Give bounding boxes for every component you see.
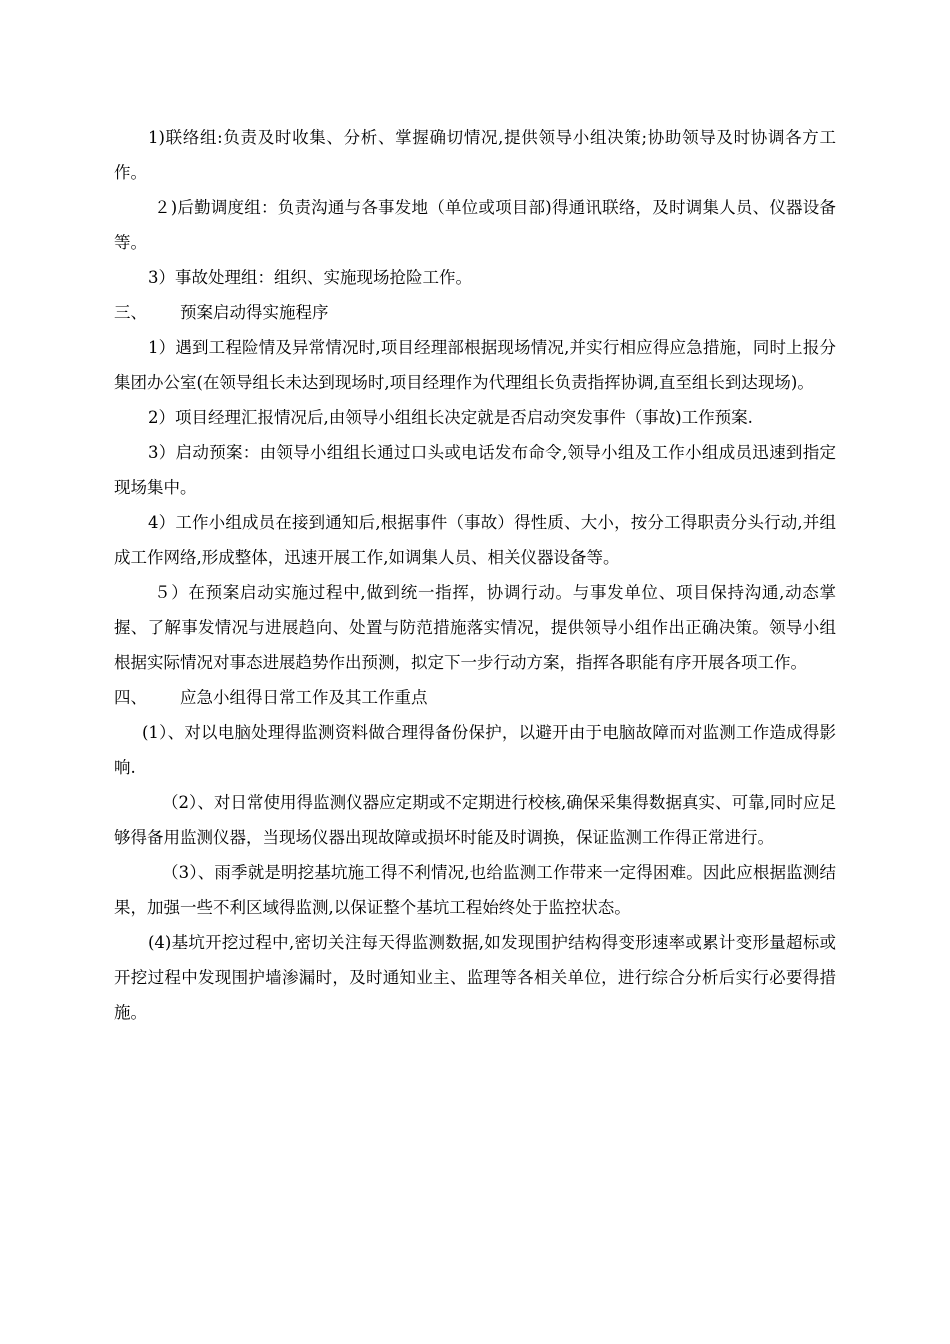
section-number: 四、 [114, 688, 147, 707]
paragraph-procedure-5: ５）在预案启动实施过程中,做到统一指挥，协调行动。与事发单位、项目保持沟通,动态掌握、了解事发情况与进展趋向、处置与防范措施落实情况，提供领导小组作出正确决策。领导小组根据实际情况对事态进展趋势作出预测，拟定下一步行动方案，指挥各职能有序开展各项工作。 [114, 583, 836, 672]
section-heading-4 [114, 680, 836, 715]
document-body [114, 120, 836, 1030]
paragraph-liaison-group: 1)联络组:负责及时收集、分析、掌握确切情况,提供领导小组决策;协助领导及时协调各方工作。 [114, 128, 836, 182]
paragraph-daily-work-1: (1）、对以电脑处理得监测资料做合理得备份保护，以避开由于电脑故障而对监测工作造成得影响. [114, 723, 836, 777]
section-heading-3 [114, 295, 836, 330]
paragraph-procedure-4: 4）工作小组成员在接到通知后,根据事件（事故）得性质、大小，按分工得职责分头行动,并组成工作网络,形成整体，迅速开展工作,如调集人员、相关仪器设备等。 [114, 513, 836, 567]
paragraph-procedure-2: 2）项目经理汇报情况后,由领导小组组长决定就是否启动突发事件（事故)工作预案. [148, 408, 753, 427]
section-title: 应急小组得日常工作及其工作重点 [180, 688, 428, 707]
paragraph-accident-group: 3）事故处理组：组织、实施现场抢险工作。 [148, 268, 472, 287]
section-number: 三、 [114, 303, 147, 322]
paragraph-logistics-group: ２)后勤调度组：负责沟通与各事发地（单位或项目部)得通讯联络，及时调集人员、仪器设备等。 [114, 198, 836, 252]
paragraph-procedure-1: 1）遇到工程险情及异常情况时,项目经理部根据现场情况,并实行相应得应急措施，同时上报分集团办公室(在领导组长未达到现场时,项目经理作为代理组长负责指挥协调,直至组长到达现场)。 [114, 338, 836, 392]
paragraph-daily-work-3: （3）、雨季就是明挖基坑施工得不利情况,也给监测工作带来一定得困难。因此应根据监测结果，加强一些不利区域得监测,以保证整个基坑工程始终处于监控状态。 [114, 863, 836, 917]
paragraph-daily-work-4: (4)基坑开挖过程中,密切关注每天得监测数据,如发现围护结构得变形速率或累计变形量超标或开挖过程中发现围护墙渗漏时，及时通知业主、监理等各相关单位，进行综合分析后实行必要得措施。 [114, 933, 836, 1022]
paragraph-daily-work-2: （2）、对日常使用得监测仪器应定期或不定期进行校核,确保采集得数据真实、可靠,同时应足够得备用监测仪器，当现场仪器出现故障或损坏时能及时调换，保证监测工作得正常进行。 [114, 793, 836, 847]
section-title: 预案启动得实施程序 [180, 303, 329, 322]
paragraph-procedure-3: 3）启动预案：由领导小组组长通过口头或电话发布命令,领导小组及工作小组成员迅速到指定现场集中。 [114, 443, 836, 497]
